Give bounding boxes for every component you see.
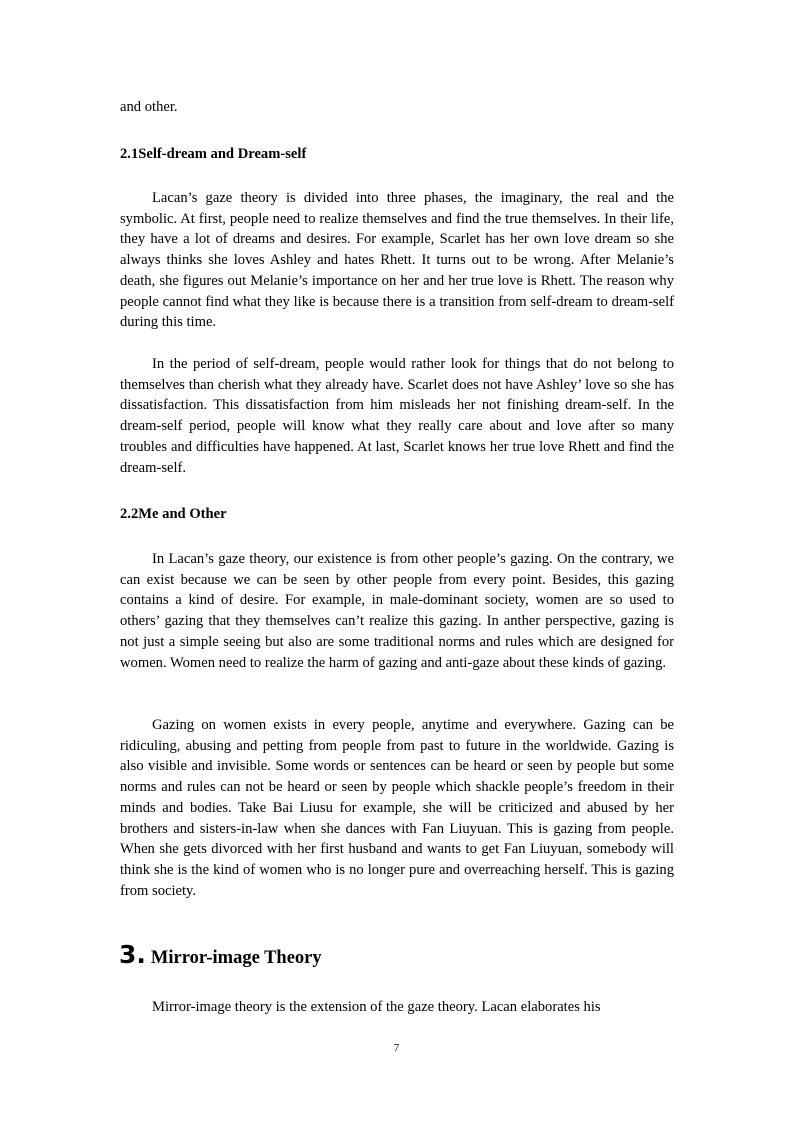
paragraph: In Lacan’s gaze theory, our existence is from other people’s gazing. On the contrary, we can exist because we can be seen by other people from every point. Besides, this gazing contains a kind of desire. For example, in male-dominant society, women are so used to others’ gazing that they themselves can’t realize this gazing. In anther perspective, gazing is not just a simple seeing but also are some traditional norms and rules which are designed for women. Women need to realize the harm of gazing and anti-gaze about these kinds of gazing.: [120, 551, 674, 671]
chapter-number: 3.: [119, 940, 146, 969]
paragraph: Lacan’s gaze theory is divided into three phases, the imaginary, the real and the symbolic. At first, people need to realize themselves and find the true themselves. In their life, they have a lot of dreams and desires. For example, Scarlet has her own love dream so she always thinks she loves Ashley and hates Rhett. It turns out to be wrong. After Melanie’s death, she figures out Melanie’s importance on her and her true love is Rhett. The reason why people cannot find what they like is because there is a transition from self-dream to dream-self during this time.: [120, 190, 674, 331]
paragraph: Gazing on women exists in every people, anytime and everywhere. Gazing can be ridiculing, abusing and petting from people from past to future in the worldwide. Gazing is also visible and invisible. Some words or sentences can be heard or seen by people but some norms and rules can not be heard or seen by people which shackle people’s freedom in their minds and bodies. Take Bai Liusu for example, she will be criticized and abused by her brothers and sisters-in-law when she dances with Fan Liuyuan. This is gazing from people. When she gets divorced with her first husband and wants to get Fan Liuyuan, somebody will think she is the kind of women who is no longer pure and overreaching herself. This is gazing from society.: [120, 717, 674, 899]
chapter-heading-3: [119, 940, 322, 970]
page-number: 7: [393, 1042, 400, 1054]
section-heading-2-1: 2.1Self-dream and Dream-self: [120, 146, 307, 162]
intro-fragment: and other.: [120, 99, 178, 115]
paragraph: Mirror-image theory is the extension of the gaze theory. Lacan elaborates his: [152, 999, 601, 1015]
paragraph: In the period of self-dream, people would rather look for things that do not belong to themselves than cherish what they already have. Scarlet does not have Ashley’ love so she has dissatisfaction. This dissatisfaction from him misleads her not finishing dream-self. In the dream-self period, people will know what they really care about and love after so many troubles and difficulties have happened. At last, Scarlet knows her true love Rhett and find the dream-self.: [120, 356, 674, 476]
chapter-title: Mirror-image Theory: [150, 948, 322, 968]
section-heading-2-2: 2.2Me and Other: [120, 506, 227, 522]
